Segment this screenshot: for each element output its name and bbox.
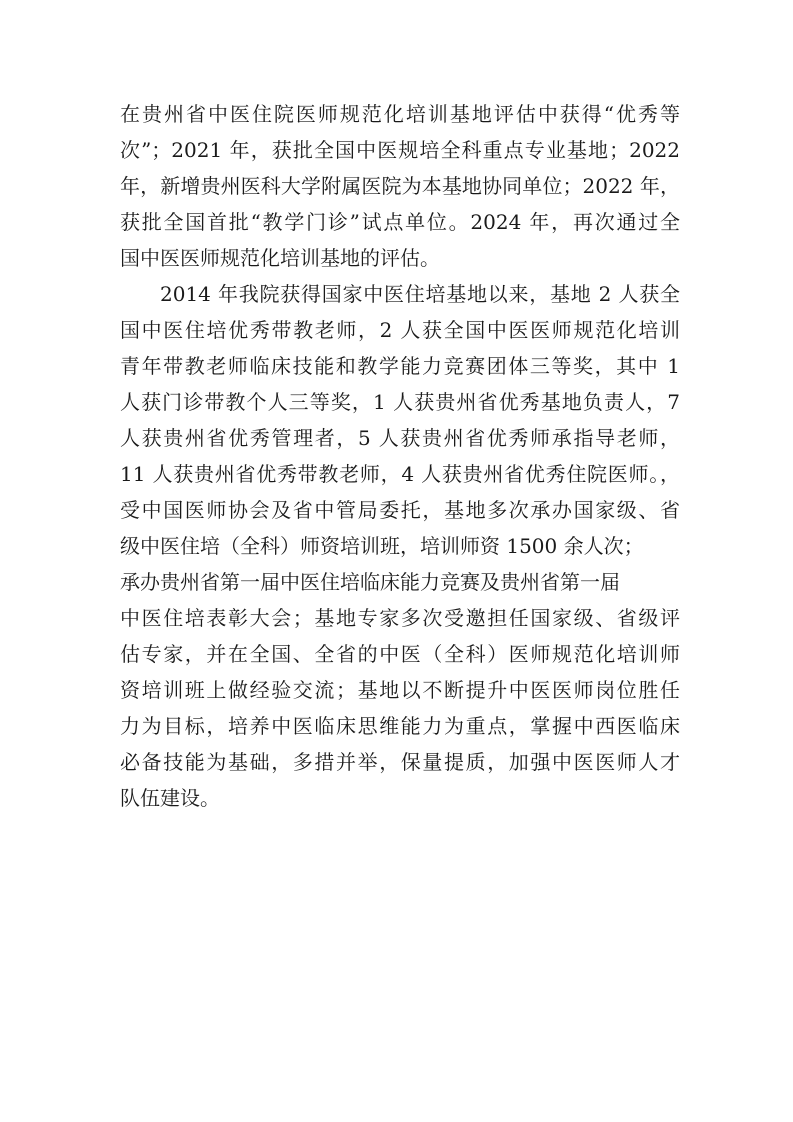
text-line: 在贵州省中医住院医师规范化培训基地评估中获得“优秀等: [120, 102, 680, 126]
text-line: 青年带教老师临床技能和教学能力竞赛团体三等奖，其中 1: [120, 354, 680, 378]
text-line: 级中医住培（全科）师资培训班，培训师资 1500 余人次；: [120, 534, 644, 558]
text-line: 承办贵州省第一届中医住培临床能力竞赛及贵州省第一届: [120, 570, 620, 594]
text-line: 资培训班上做经验交流；基地以不断提升中医医师岗位胜任: [120, 678, 680, 702]
text-line: 人获贵州省优秀管理者，5 人获贵州省优秀师承指导老师，: [120, 426, 680, 450]
text-line: 次”；2021 年，获批全国中医规培全科重点专业基地；2022: [120, 138, 680, 162]
text-line: 受中国医师协会及省中管局委托，基地多次承办国家级、省: [120, 498, 680, 522]
text-line: 年，新增贵州医科大学附属医院为本基地协同单位；2022 年，: [120, 174, 680, 198]
text-line: 力为目标，培养中医临床思维能力为重点，掌握中西医临床: [120, 714, 680, 738]
text-line: 人获门诊带教个人三等奖，1 人获贵州省优秀基地负责人，7: [120, 390, 680, 414]
body-text: [120, 96, 680, 816]
text-line: 必备技能为基础，多措并举，保量提质，加强中医医师人才: [120, 750, 680, 774]
text-line: 队伍建设。: [120, 786, 220, 810]
text-line: 11 人获贵州省优秀带教老师，4 人获贵州省优秀住院医师。，: [120, 462, 680, 486]
paragraph-first-line: 2014 年我院获得国家中医住培基地以来，基地 2 人获全: [160, 282, 680, 306]
text-line: 获批全国首批“教学门诊”试点单位。2024 年，再次通过全: [120, 210, 680, 234]
text-line: 国中医医师规范化培训基地的评估。: [120, 246, 440, 270]
text-line: 中医住培表彰大会；基地专家多次受邀担任国家级、省级评: [120, 606, 680, 630]
text-line: 国中医住培优秀带教老师，2 人获全国中医医师规范化培训: [120, 318, 680, 342]
text-line: 估专家，并在全国、全省的中医（全科）医师规范化培训师: [120, 642, 680, 666]
